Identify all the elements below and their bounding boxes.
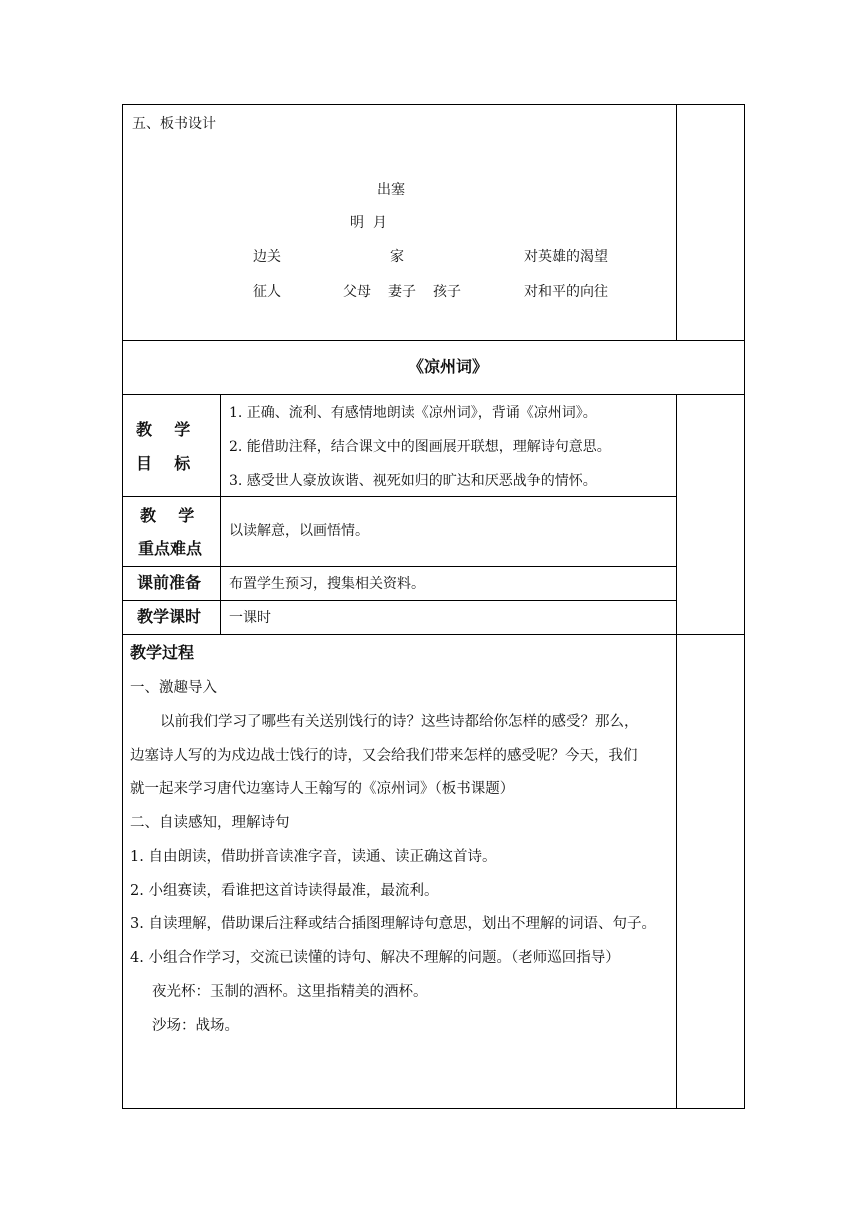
table-border bbox=[122, 1108, 745, 1109]
process-heading: 教学过程 bbox=[130, 643, 195, 662]
board-heading: 五、板书设计 bbox=[132, 116, 216, 132]
table-border bbox=[122, 600, 677, 601]
prep-text: 布置学生预习，搜集相关资料。 bbox=[229, 576, 425, 592]
table-border bbox=[676, 394, 677, 1109]
board-row2-c: 妻子 bbox=[388, 284, 416, 300]
board-row2-b: 父母 bbox=[343, 284, 371, 300]
board-row1-a: 边关 bbox=[253, 249, 281, 265]
section-heading: 二、自读感知，理解诗句 bbox=[130, 815, 290, 831]
board-row2-e: 对和平的向往 bbox=[524, 284, 608, 300]
section-heading: 一、激趣导入 bbox=[130, 680, 217, 696]
board-title: 出塞 bbox=[377, 182, 405, 198]
goal-item: 2. 能借助注释，结合课文中的图画展开联想，理解诗句意思。 bbox=[229, 439, 611, 455]
lesson-title: 《凉州词》 bbox=[408, 357, 489, 376]
board-row1-b: 家 bbox=[390, 249, 404, 265]
table-border bbox=[122, 104, 745, 105]
goal-item: 3. 感受世人豪放诙谐、视死如归的旷达和厌恶战争的情怀。 bbox=[229, 473, 597, 489]
goals-label-1: 教 学 bbox=[136, 420, 191, 439]
board-row1-c: 对英雄的渴望 bbox=[524, 249, 608, 265]
keypoints-label-2: 重点难点 bbox=[138, 539, 203, 558]
board-row2-d: 孩子 bbox=[433, 284, 461, 300]
keypoints-text: 以读解意，以画悟情。 bbox=[229, 523, 369, 539]
keypoints-label-1: 教 学 bbox=[140, 506, 195, 525]
step-item: 3. 自读理解，借助课后注释或结合插图理解诗句意思，划出不理解的词语、句子。 bbox=[130, 916, 656, 932]
goal-item: 1. 正确、流利、有感情地朗读《凉州词》，背诵《凉州词》。 bbox=[229, 405, 597, 421]
table-border bbox=[122, 104, 123, 1109]
table-border bbox=[122, 634, 745, 635]
prep-label: 课前准备 bbox=[137, 573, 202, 592]
paragraph-line: 边塞诗人写的为戍边战士饯行的诗，又会给我们带来怎样的感受呢？今天，我们 bbox=[130, 748, 638, 764]
goals-label-2: 目 标 bbox=[136, 454, 191, 473]
hours-text: 一课时 bbox=[229, 610, 271, 626]
note-item: 沙场：战场。 bbox=[152, 1018, 239, 1034]
table-border bbox=[744, 104, 745, 1109]
table-border bbox=[122, 394, 745, 395]
hours-label: 教学课时 bbox=[137, 607, 202, 626]
table-border bbox=[122, 340, 745, 341]
note-item: 夜光杯：玉制的酒杯。这里指精美的酒杯。 bbox=[152, 984, 428, 1000]
board-moon: 明 月 bbox=[350, 215, 387, 231]
table-border bbox=[122, 496, 677, 497]
paragraph-line: 就一起来学习唐代边塞诗人王翰写的《凉州词》（板书课题） bbox=[130, 781, 515, 797]
table-border bbox=[122, 566, 677, 567]
paragraph-line: 以前我们学习了哪些有关送别饯行的诗？这些诗都给你怎样的感受？那么， bbox=[160, 714, 639, 730]
table-border bbox=[220, 394, 221, 635]
step-item: 1. 自由朗读，借助拼音读准字音，读通、读正确这首诗。 bbox=[130, 849, 497, 865]
board-row2-a: 征人 bbox=[253, 284, 281, 300]
table-border bbox=[676, 104, 677, 341]
step-item: 4. 小组合作学习，交流已读懂的诗句、解决不理解的问题。（老师巡回指导） bbox=[130, 950, 620, 966]
step-item: 2. 小组赛读，看谁把这首诗读得最准，最流利。 bbox=[130, 883, 439, 899]
